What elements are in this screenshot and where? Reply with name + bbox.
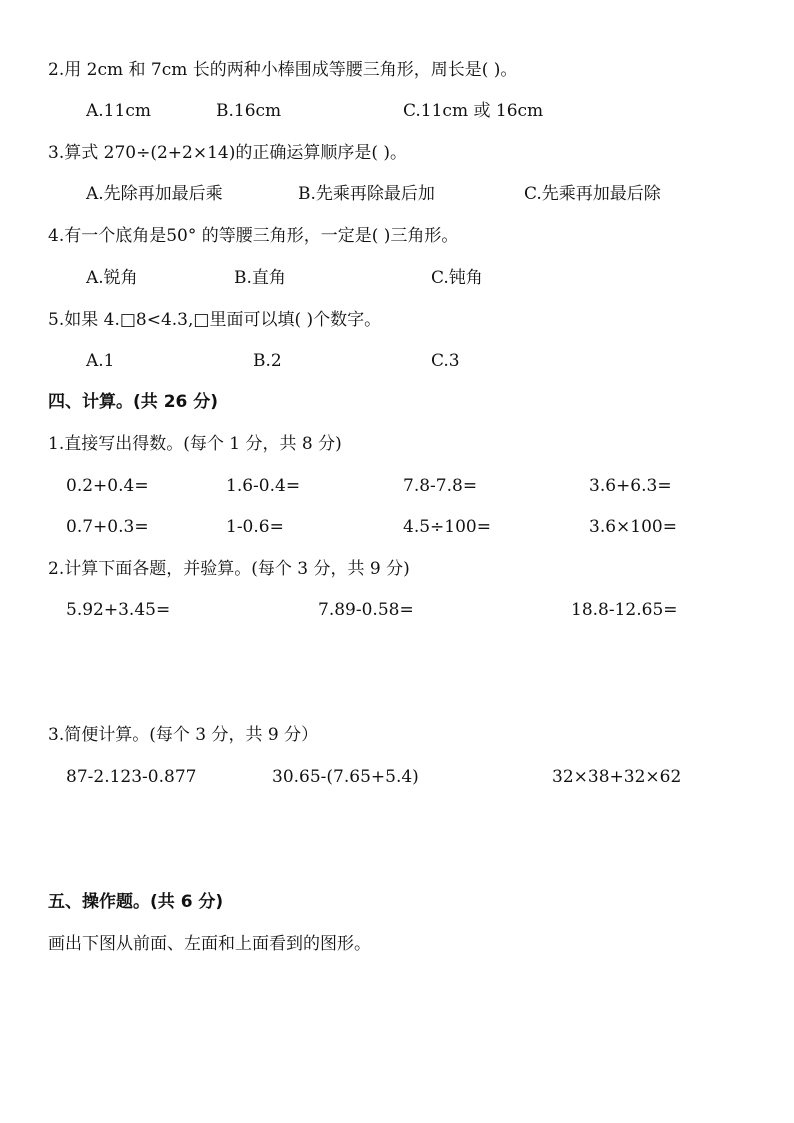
question-3-option-a: A.先除再加最后乘 (86, 184, 223, 204)
section-4-part-3-title: 3.简便计算。(每个 3 分，共 9 分） (48, 725, 319, 745)
oral-calc-item: 3.6×100= (589, 517, 677, 537)
vertical-calc-item: 18.8-12.65= (571, 600, 678, 620)
section-4-title: 四、计算。(共 26 分) (48, 392, 219, 412)
oral-calc-item: 1.6-0.4= (226, 476, 301, 496)
simplify-calc-item: 30.65-(7.65+5.4) (272, 767, 419, 787)
simplify-calc-item: 87-2.123-0.877 (66, 767, 197, 787)
question-2-option-b: B.16cm (216, 101, 282, 121)
question-2-option-c: C.11cm 或 16cm (403, 101, 544, 121)
oral-calc-item: 4.5÷100= (403, 517, 491, 537)
section-5-instruction: 画出下图从前面、左面和上面看到的图形。 (48, 934, 371, 954)
simplify-calc-item: 32×38+32×62 (552, 767, 682, 787)
oral-calc-item: 3.6+6.3= (589, 476, 672, 496)
question-2-stem: 2.用 2cm 和 7cm 长的两种小棒围成等腰三角形，周长是( )。 (48, 60, 518, 80)
question-2-option-a: A.11cm (86, 101, 151, 121)
question-3-option-b: B.先乘再除最后加 (298, 184, 435, 204)
vertical-calc-item: 5.92+3.45= (66, 600, 171, 620)
question-3-stem: 3.算式 270÷(2+2×14)的正确运算顺序是( )。 (48, 143, 407, 163)
oral-calc-item: 7.8-7.8= (403, 476, 478, 496)
section-4-part-2-title: 2.计算下面各题，并验算。(每个 3 分，共 9 分) (48, 559, 410, 579)
question-5-stem: 5.如果 4.□8<4.3,□里面可以填( )个数字。 (48, 310, 382, 330)
oral-calc-item: 0.2+0.4= (66, 476, 149, 496)
oral-calc-item: 1-0.6= (226, 517, 284, 537)
question-5-option-b: B.2 (253, 351, 282, 371)
question-5-option-c: C.3 (431, 351, 460, 371)
question-3-option-c: C.先乘再加最后除 (524, 184, 661, 204)
vertical-calc-item: 7.89-0.58= (318, 600, 414, 620)
question-4-option-a: A.锐角 (86, 268, 138, 288)
section-5-title: 五、操作题。(共 6 分) (48, 892, 224, 912)
question-5-option-a: A.1 (86, 351, 115, 371)
question-4-option-c: C.钝角 (431, 268, 483, 288)
question-4-option-b: B.直角 (234, 268, 286, 288)
oral-calc-item: 0.7+0.3= (66, 517, 149, 537)
question-4-stem: 4.有一个底角是50° 的等腰三角形，一定是( )三角形。 (48, 226, 459, 246)
section-4-part-1-title: 1.直接写出得数。(每个 1 分，共 8 分) (48, 434, 342, 454)
